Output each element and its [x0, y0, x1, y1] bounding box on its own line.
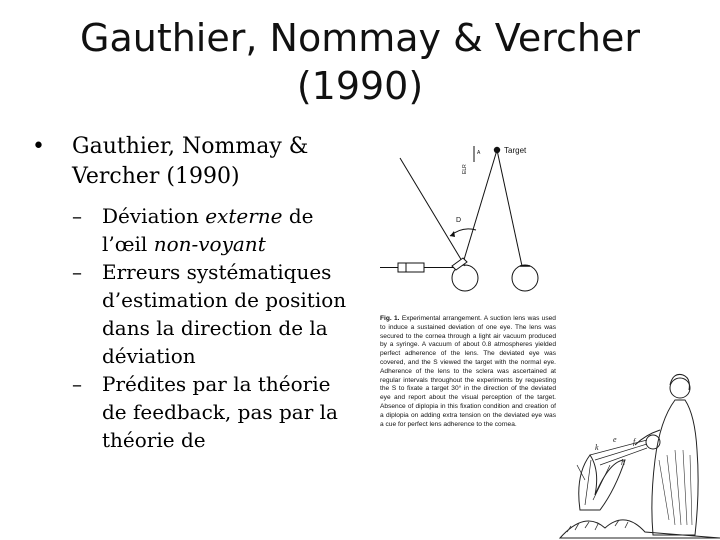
- suction-lens: [452, 258, 467, 270]
- slide-title: [0, 14, 720, 110]
- caption-title: Fig. 1.: [380, 315, 400, 322]
- normal-eye: [512, 265, 538, 291]
- descartes-engraving: [555, 360, 720, 540]
- plant-lines: [577, 460, 610, 505]
- bullet-icon: •: [32, 134, 45, 159]
- bullet-text: Gauthier, Nommay & Vercher (1990): [72, 134, 309, 189]
- figure-caption: [380, 315, 556, 429]
- slide-body: [32, 132, 352, 454]
- engraving-letter-f: f: [633, 437, 636, 446]
- engraving-letter-k: k: [595, 443, 599, 452]
- axis-label-1: ELR: [462, 164, 468, 174]
- dash-icon: –: [72, 260, 82, 284]
- subbullet-item-2: [32, 258, 352, 370]
- axis-label-2: A: [477, 150, 481, 156]
- subbullet-1-em2: non-voyant: [153, 232, 266, 256]
- robe-hatch: [659, 450, 692, 525]
- subbullet-3-text: Prédites par la théorie de feedback, pas par la théorie de: [102, 372, 338, 452]
- dash-icon: –: [72, 204, 82, 228]
- target-label: Target: [504, 146, 527, 155]
- engraving-letter-e: e: [613, 435, 617, 444]
- subbullet-item-1: [32, 202, 352, 258]
- engraving-letter-h: h: [621, 458, 625, 467]
- syringe-body: [398, 263, 424, 272]
- subbullet-2-text: Erreurs systématiques d’estimation de position dans la direction de la déviation: [102, 260, 347, 368]
- arc-arrowhead: [450, 231, 455, 237]
- deviation-line: [400, 158, 465, 266]
- subbullet-1-em1: externe: [205, 204, 283, 228]
- subbullet-1-pre: Déviation: [102, 204, 206, 228]
- subbullet-item-3: [32, 370, 352, 454]
- bullet-item: [32, 132, 352, 192]
- head: [670, 378, 690, 398]
- ground-hatch: [567, 520, 628, 532]
- deviated-eye-line: [463, 150, 497, 263]
- angle-label: D: [456, 217, 462, 224]
- normal-eye-line: [497, 150, 522, 266]
- title-line-1: Gauthier, Nommay & Vercher: [80, 16, 640, 60]
- title-line-2: (1990): [296, 64, 424, 108]
- dash-icon: –: [72, 372, 82, 396]
- hair: [670, 374, 689, 390]
- subbullet-1-mid: de l’œil: [102, 204, 314, 256]
- caption-text: Experimental arrangement. A suction lens was used to induce a sustained deviation of one eye. The lens was secured to the cornea through a light air vacuum produced by a syringe. A vacuum of about 0.8 atmospheres yielded perfect adherence of the lens. The deviated eye was covered, and the S viewed the target with the normal eye. Adherence of the lens to the sclera was ascertained at regular intervals throughout the experiments by requesting the S to fixate a target 30° in the direction of the deviated eye and report about the visual perception of the target. Absence of diplopia in this fixation condition and creation of a diplopia on adding extra tension on the deviated eye was a cue for perfect lens adherence to the cornea.: [380, 315, 556, 428]
- robe: [652, 400, 698, 535]
